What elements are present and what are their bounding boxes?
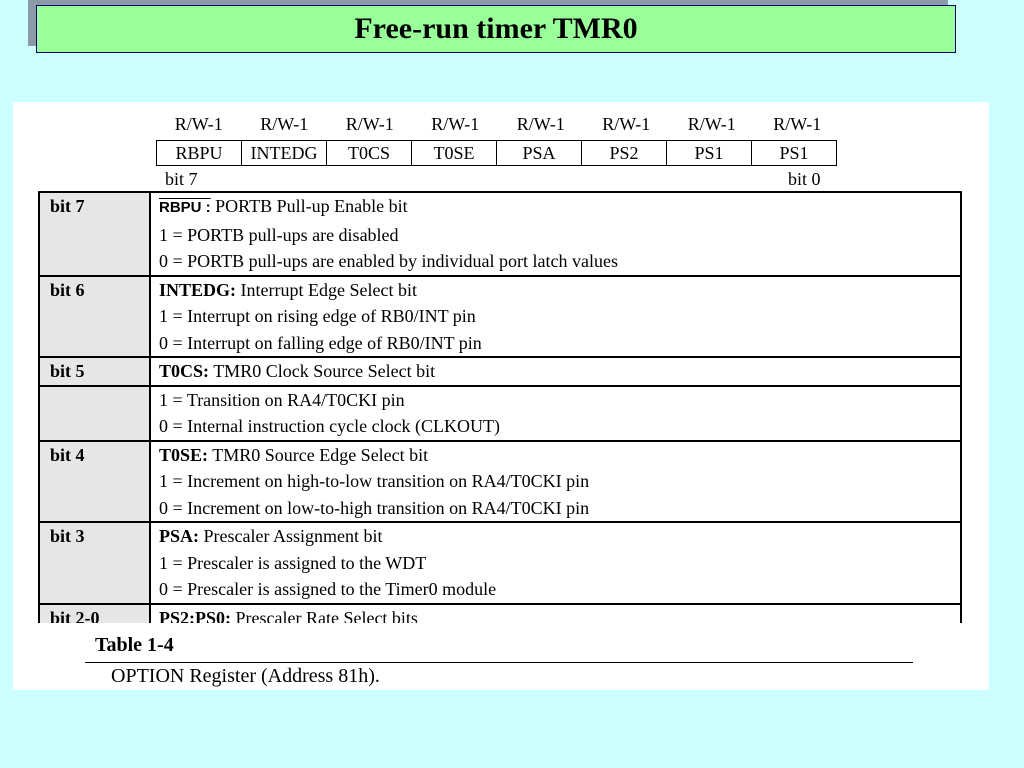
register-bit-table bbox=[156, 140, 837, 166]
bit-heading bbox=[150, 522, 960, 550]
bit-number: bit 6 bbox=[40, 276, 150, 304]
bit-value-line: 1 = PORTB pull-ups are disabled bbox=[159, 224, 399, 245]
caption-divider bbox=[85, 662, 913, 663]
bit-summary: Interrupt Edge Select bit bbox=[236, 279, 417, 300]
access-label: R/W-1 bbox=[687, 114, 736, 134]
lsb-label: bit 0 bbox=[788, 169, 821, 189]
bit-heading bbox=[150, 276, 960, 304]
bit-value-line: 1 = Transition on RA4/T0CKI pin bbox=[159, 389, 405, 410]
bit-value-line: 1 = Increment on high-to-low transition on RA4/T0CKI pin bbox=[159, 471, 590, 491]
bit-number: bit 4 bbox=[40, 441, 150, 469]
title-box bbox=[36, 5, 956, 53]
bit-heading bbox=[150, 193, 960, 222]
register-bit: PS1 bbox=[667, 141, 752, 166]
slide-title: Free-run timer TMR0 bbox=[354, 12, 638, 45]
bit-value-line: 0 = Internal instruction cycle clock (CLKOUT) bbox=[150, 413, 960, 441]
msb-label: bit 7 bbox=[165, 169, 198, 189]
table-caption-subtitle: OPTION Register (Address 81h). bbox=[111, 665, 380, 687]
access-label: R/W-1 bbox=[174, 114, 223, 134]
bit-value-line: 0 = Interrupt on falling edge of RB0/INT pin bbox=[150, 330, 960, 358]
access-label: R/W-1 bbox=[602, 114, 651, 134]
bit-description-table bbox=[38, 191, 962, 623]
bit-summary: Prescaler Assignment bit bbox=[199, 526, 383, 546]
bit-value-line: 1 = Interrupt on rising edge of RB0/INT pin bbox=[159, 306, 476, 326]
bit-name: T0SE: bbox=[159, 444, 209, 465]
bit-value-line: 0 = Prescaler is assigned to the Timer0 module bbox=[150, 576, 960, 604]
register-bit: PS1 bbox=[752, 141, 837, 166]
bit-value-line: 0 = PORTB pull-ups are enabled by individual port latch values bbox=[150, 248, 960, 276]
access-row bbox=[156, 114, 840, 135]
table-caption-title: Table 1-4 bbox=[95, 634, 174, 656]
register-bit: T0CS bbox=[327, 141, 412, 166]
bit-name: RBPU : bbox=[159, 199, 211, 216]
bit-name: T0CS: bbox=[159, 361, 210, 381]
bit-heading bbox=[150, 441, 960, 469]
bit-number: bit 7 bbox=[40, 193, 150, 222]
bit-number: bit 3 bbox=[40, 522, 150, 550]
bit-name: PS2:PS0: bbox=[159, 607, 231, 623]
register-bit: PS2 bbox=[582, 141, 667, 166]
bit-number: bit 2-0 bbox=[40, 604, 150, 624]
bit-value-line: 1 = Prescaler is assigned to the WDT bbox=[159, 552, 427, 573]
bit-heading bbox=[150, 357, 960, 386]
register-bit: INTEDG bbox=[242, 141, 327, 166]
register-bit: RBPU bbox=[157, 141, 242, 166]
access-label: R/W-1 bbox=[260, 114, 309, 134]
access-label: R/W-1 bbox=[773, 114, 822, 134]
bit-summary: PORTB Pull-up Enable bit bbox=[210, 196, 408, 216]
register-bit: PSA bbox=[497, 141, 582, 166]
access-label: R/W-1 bbox=[431, 114, 480, 134]
access-label: R/W-1 bbox=[345, 114, 394, 134]
document-image bbox=[13, 102, 989, 690]
bit-summary: TMR0 Source Edge Select bit bbox=[208, 444, 429, 465]
bit-name: INTEDG: bbox=[159, 279, 237, 300]
bit-summary: TMR0 Clock Source Select bit bbox=[209, 361, 436, 381]
bit-heading bbox=[150, 604, 960, 624]
bit-summary: Prescaler Rate Select bits bbox=[231, 607, 418, 623]
register-bit: T0SE bbox=[412, 141, 497, 166]
bit-number: bit 5 bbox=[40, 357, 150, 386]
bit-name: PSA: bbox=[159, 526, 199, 546]
access-label: R/W-1 bbox=[516, 114, 565, 134]
bit-value-line: 0 = Increment on low-to-high transition on RA4/T0CKI pin bbox=[150, 495, 960, 523]
